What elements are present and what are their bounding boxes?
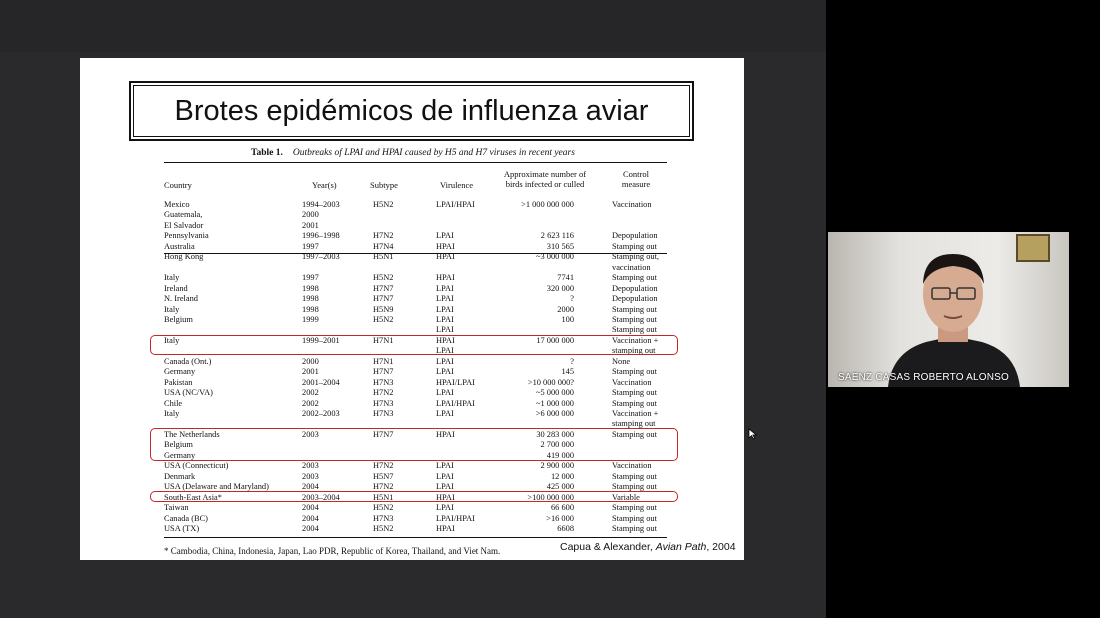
cell-virulence: LPAI/HPAI	[436, 513, 475, 523]
cell-country: Taiwan	[164, 503, 189, 513]
cell-subtype: H5N2	[373, 523, 394, 533]
cell-control: Stamping out,	[612, 252, 659, 262]
cell-country: Ireland	[164, 283, 188, 293]
cell-years: 2004	[302, 503, 319, 513]
cell-years: 2001	[302, 367, 319, 377]
table-bottom-rule	[164, 537, 667, 538]
cell-country: Canada (Ont.)	[164, 356, 212, 366]
highlight-italy-1999	[150, 335, 678, 355]
cell-years: 2003	[302, 471, 319, 481]
cell-control: Depopulation	[612, 231, 658, 241]
cell-control: Stamping out	[612, 273, 657, 283]
cell-virulence: HPAI	[436, 492, 455, 502]
cell-subtype: H7N1	[373, 335, 394, 345]
cell-control: Variable	[612, 492, 640, 502]
cell-virulence: HPAI/LPAI	[436, 377, 475, 387]
cell-years: 2002–2003	[302, 409, 340, 418]
cell-birds: ?	[570, 356, 574, 366]
cell-virulence: LPAI	[436, 294, 454, 304]
cell-virulence: LPAI	[436, 304, 454, 314]
cell-years: 2003	[302, 461, 319, 471]
cell-virulence: HPAI	[436, 523, 455, 533]
cell-country: Italy	[164, 409, 180, 418]
cell-control: Stamping out	[612, 503, 657, 513]
cell-virulence: LPAI	[436, 283, 454, 293]
cell-country: N. Ireland	[164, 294, 198, 304]
cell-virulence: LPAI	[436, 503, 454, 513]
cell-subtype: H7N3	[373, 377, 394, 387]
cell-virulence: LPAI	[436, 325, 454, 335]
cell-birds: 6608	[557, 523, 574, 533]
cell-control: stamping out	[612, 419, 656, 429]
cell-control: stamping out	[612, 346, 656, 356]
cell-birds: 2 900 000	[540, 461, 574, 471]
cell-years: 2003–2004	[302, 492, 340, 502]
cell-birds: 2 623 116	[540, 231, 574, 241]
cell-subtype: H7N7	[373, 283, 394, 293]
mouse-cursor-icon	[748, 428, 758, 440]
cell-country: Denmark	[164, 471, 196, 481]
cell-years: 1999	[302, 314, 319, 324]
highlight-south-east-asia	[150, 491, 678, 502]
cell-birds: >100 000 000	[527, 492, 574, 502]
cell-virulence: LPAI	[436, 231, 454, 241]
header-virulence: Virulence	[440, 180, 473, 190]
cell-control: Stamping out	[612, 241, 657, 251]
participant-video-tile[interactable]	[828, 232, 1069, 387]
cell-control: Stamping out	[612, 471, 657, 481]
header-birds	[500, 169, 590, 189]
slide-title: Brotes epidémicos de influenza aviar	[174, 94, 649, 127]
table-caption-text: Outbreaks of LPAI and HPAI caused by H5 and H7 viruses in recent years	[292, 148, 575, 158]
table-top-rule	[164, 162, 667, 163]
cell-virulence: LPAI	[436, 471, 454, 481]
cell-control: Depopulation	[612, 294, 658, 304]
cell-virulence: LPAI	[436, 409, 454, 418]
cell-control: Stamping out	[612, 325, 657, 335]
cell-years: 1997	[302, 241, 319, 251]
citation	[560, 541, 736, 553]
cell-years: 2001–2004	[302, 377, 340, 387]
cell-control: Stamping out	[612, 482, 657, 492]
highlight-netherlands-2003	[150, 428, 678, 461]
cell-birds: >10 000 000?	[527, 377, 574, 387]
cell-country: Australia	[164, 241, 195, 251]
cell-subtype: H7N2	[373, 388, 394, 398]
table-footnote: * Cambodia, China, Indonesia, Japan, Lao PDR, Republic of Korea, Thailand, and Viet Nam.	[164, 546, 501, 556]
header-subtype: Subtype	[370, 180, 398, 190]
presentation-slide	[80, 58, 744, 560]
cell-years: 1998	[302, 294, 319, 304]
cell-birds: ~5 000 000	[535, 388, 574, 398]
cell-virulence: HPAI	[436, 429, 455, 439]
cell-subtype: H5N7	[373, 471, 394, 481]
cell-virulence: LPAI/HPAI	[436, 398, 475, 408]
cell-birds: 2000	[557, 304, 574, 314]
cell-subtype: H7N7	[373, 429, 394, 439]
cell-years: 2004	[302, 523, 319, 533]
cell-years: 1996–1998	[302, 231, 340, 241]
cell-country: Belgium	[164, 314, 193, 324]
cell-birds: 100	[561, 314, 574, 324]
cell-country: Hong Kong	[164, 252, 204, 262]
cell-years: 1998	[302, 304, 319, 314]
table-caption	[251, 148, 575, 158]
cell-birds: 17 000 000	[536, 335, 574, 345]
cell-birds: ?	[570, 294, 574, 304]
citation-authors: Capua & Alexander,	[560, 541, 653, 553]
cell-subtype: H7N3	[373, 409, 394, 418]
citation-year: , 2004	[706, 541, 736, 553]
cell-virulence: LPAI	[436, 367, 454, 377]
cell-control: Stamping out	[612, 314, 657, 324]
header-control-line2: measure	[621, 179, 651, 189]
header-country: Country	[164, 180, 192, 190]
header-years: Year(s)	[312, 180, 337, 190]
cell-years: 1997	[302, 273, 319, 283]
cell-control: Depopulation	[612, 283, 658, 293]
cell-country: Germany	[164, 450, 196, 460]
cell-years: 2004	[302, 482, 319, 492]
cell-subtype: H7N3	[373, 398, 394, 408]
cell-birds: ~1 000 000	[535, 398, 574, 408]
cell-years: 2000	[302, 356, 319, 366]
cell-years: 2001	[302, 220, 319, 230]
cell-virulence: LPAI	[436, 482, 454, 492]
cell-country: Pakistan	[164, 377, 193, 387]
cell-years: 2000	[302, 210, 319, 220]
cell-subtype: H7N3	[373, 513, 394, 523]
cell-birds: 2 700 000	[540, 440, 574, 450]
cell-country: Italy	[164, 273, 180, 283]
cell-birds: >1 000 000 000	[521, 200, 574, 209]
cell-years: 2003	[302, 429, 319, 439]
cell-subtype: H7N2	[373, 482, 394, 492]
cell-virulence: HPAI	[436, 252, 455, 262]
cell-virulence: LPAI	[436, 388, 454, 398]
cell-birds: 12 000	[550, 471, 574, 481]
citation-journal: Avian Path	[655, 541, 707, 553]
cell-subtype: H5N2	[373, 273, 394, 283]
cell-years: 1997–2003	[302, 252, 340, 262]
cell-country: Guatemala,	[164, 210, 203, 220]
cell-subtype: H5N1	[373, 252, 394, 262]
cell-years: 1994–2003	[302, 200, 340, 209]
participant-name: SAENZ CASAS ROBERTO ALONSO	[838, 372, 1009, 383]
cell-years: 2002	[302, 398, 319, 408]
cell-control: None	[612, 356, 631, 366]
cell-country: South-East Asia*	[164, 492, 222, 502]
cell-birds: ~3 000 000	[535, 252, 574, 262]
cell-country: USA (NC/VA)	[164, 388, 213, 398]
cell-subtype: H7N7	[373, 367, 394, 377]
cell-country: El Salvador	[164, 220, 204, 230]
cell-control: Vaccination	[612, 200, 652, 209]
cell-subtype: H7N1	[373, 356, 394, 366]
cell-country: Belgium	[164, 440, 193, 450]
header-birds-line2: birds infected or culled	[505, 179, 585, 189]
cell-country: Italy	[164, 304, 180, 314]
cell-subtype: H7N4	[373, 241, 394, 251]
cell-subtype: H5N2	[373, 314, 394, 324]
cell-control: Stamping out	[612, 304, 657, 314]
cell-virulence: LPAI/HPAI	[436, 200, 475, 209]
cell-virulence: LPAI	[436, 461, 454, 471]
cell-birds: >6 000 000	[535, 409, 574, 418]
cell-country: Pennsylvania	[164, 231, 209, 241]
cell-subtype: H5N2	[373, 503, 394, 513]
cell-birds: 425 000	[546, 482, 574, 492]
cell-country: Germany	[164, 367, 196, 377]
cell-subtype: H5N9	[373, 304, 394, 314]
cell-subtype: H7N2	[373, 461, 394, 471]
cell-virulence: HPAI	[436, 241, 455, 251]
cell-virulence: HPAI	[436, 335, 455, 345]
cell-years: 2004	[302, 513, 319, 523]
cell-country: USA (TX)	[164, 523, 200, 533]
cell-birds: 320 000	[546, 283, 574, 293]
cell-years: 1998	[302, 283, 319, 293]
cell-control: Stamping out	[612, 398, 657, 408]
cell-subtype: H5N1	[373, 492, 394, 502]
cell-country: Canada (BC)	[164, 513, 208, 523]
cell-birds: 145	[561, 367, 574, 377]
cell-control: Stamping out	[612, 367, 657, 377]
cell-country: USA (Delaware and Maryland)	[164, 482, 269, 492]
slide-title-box	[129, 81, 694, 141]
cell-virulence: LPAI	[436, 346, 454, 356]
cell-virulence: LPAI	[436, 356, 454, 366]
top-bar	[0, 0, 826, 52]
header-birds-line1: Approximate number of	[503, 169, 587, 179]
cell-virulence: HPAI	[436, 273, 455, 283]
table-label: Table 1.	[251, 148, 283, 158]
cell-birds: 419 000	[546, 450, 574, 460]
cell-control: Vaccination	[612, 461, 652, 471]
cell-control: Stamping out	[612, 429, 657, 439]
cell-country: The Netherlands	[164, 429, 220, 439]
table-header-rule	[164, 253, 667, 254]
cell-control: Stamping out	[612, 388, 657, 398]
cell-subtype: H7N7	[373, 294, 394, 304]
cell-control: vaccination	[612, 262, 651, 272]
header-control-line1: Control	[623, 169, 649, 179]
cell-birds: 30 283 000	[536, 429, 574, 439]
participant-avatar	[878, 244, 1028, 387]
cell-control: Vaccination	[612, 377, 652, 387]
cell-years: 2002	[302, 388, 319, 398]
cell-country: Italy	[164, 335, 180, 345]
cell-country: Chile	[164, 398, 183, 408]
cell-birds: 66 600	[550, 503, 574, 513]
cell-birds: 7741	[557, 273, 574, 283]
header-control	[610, 169, 662, 189]
cell-subtype: H7N2	[373, 231, 394, 241]
cell-country: USA (Connecticut)	[164, 461, 229, 471]
cell-control: Vaccination +	[612, 335, 659, 345]
cell-birds: 310 565	[546, 241, 574, 251]
cell-control: Stamping out	[612, 513, 657, 523]
cell-virulence: LPAI	[436, 314, 454, 324]
cell-subtype: H5N2	[373, 200, 394, 209]
cell-control: Vaccination +	[612, 409, 659, 418]
cell-birds: >16 000	[546, 513, 574, 523]
cell-control: Stamping out	[612, 523, 657, 533]
cell-years: 1999–2001	[302, 335, 340, 345]
cell-country: Mexico	[164, 200, 190, 209]
